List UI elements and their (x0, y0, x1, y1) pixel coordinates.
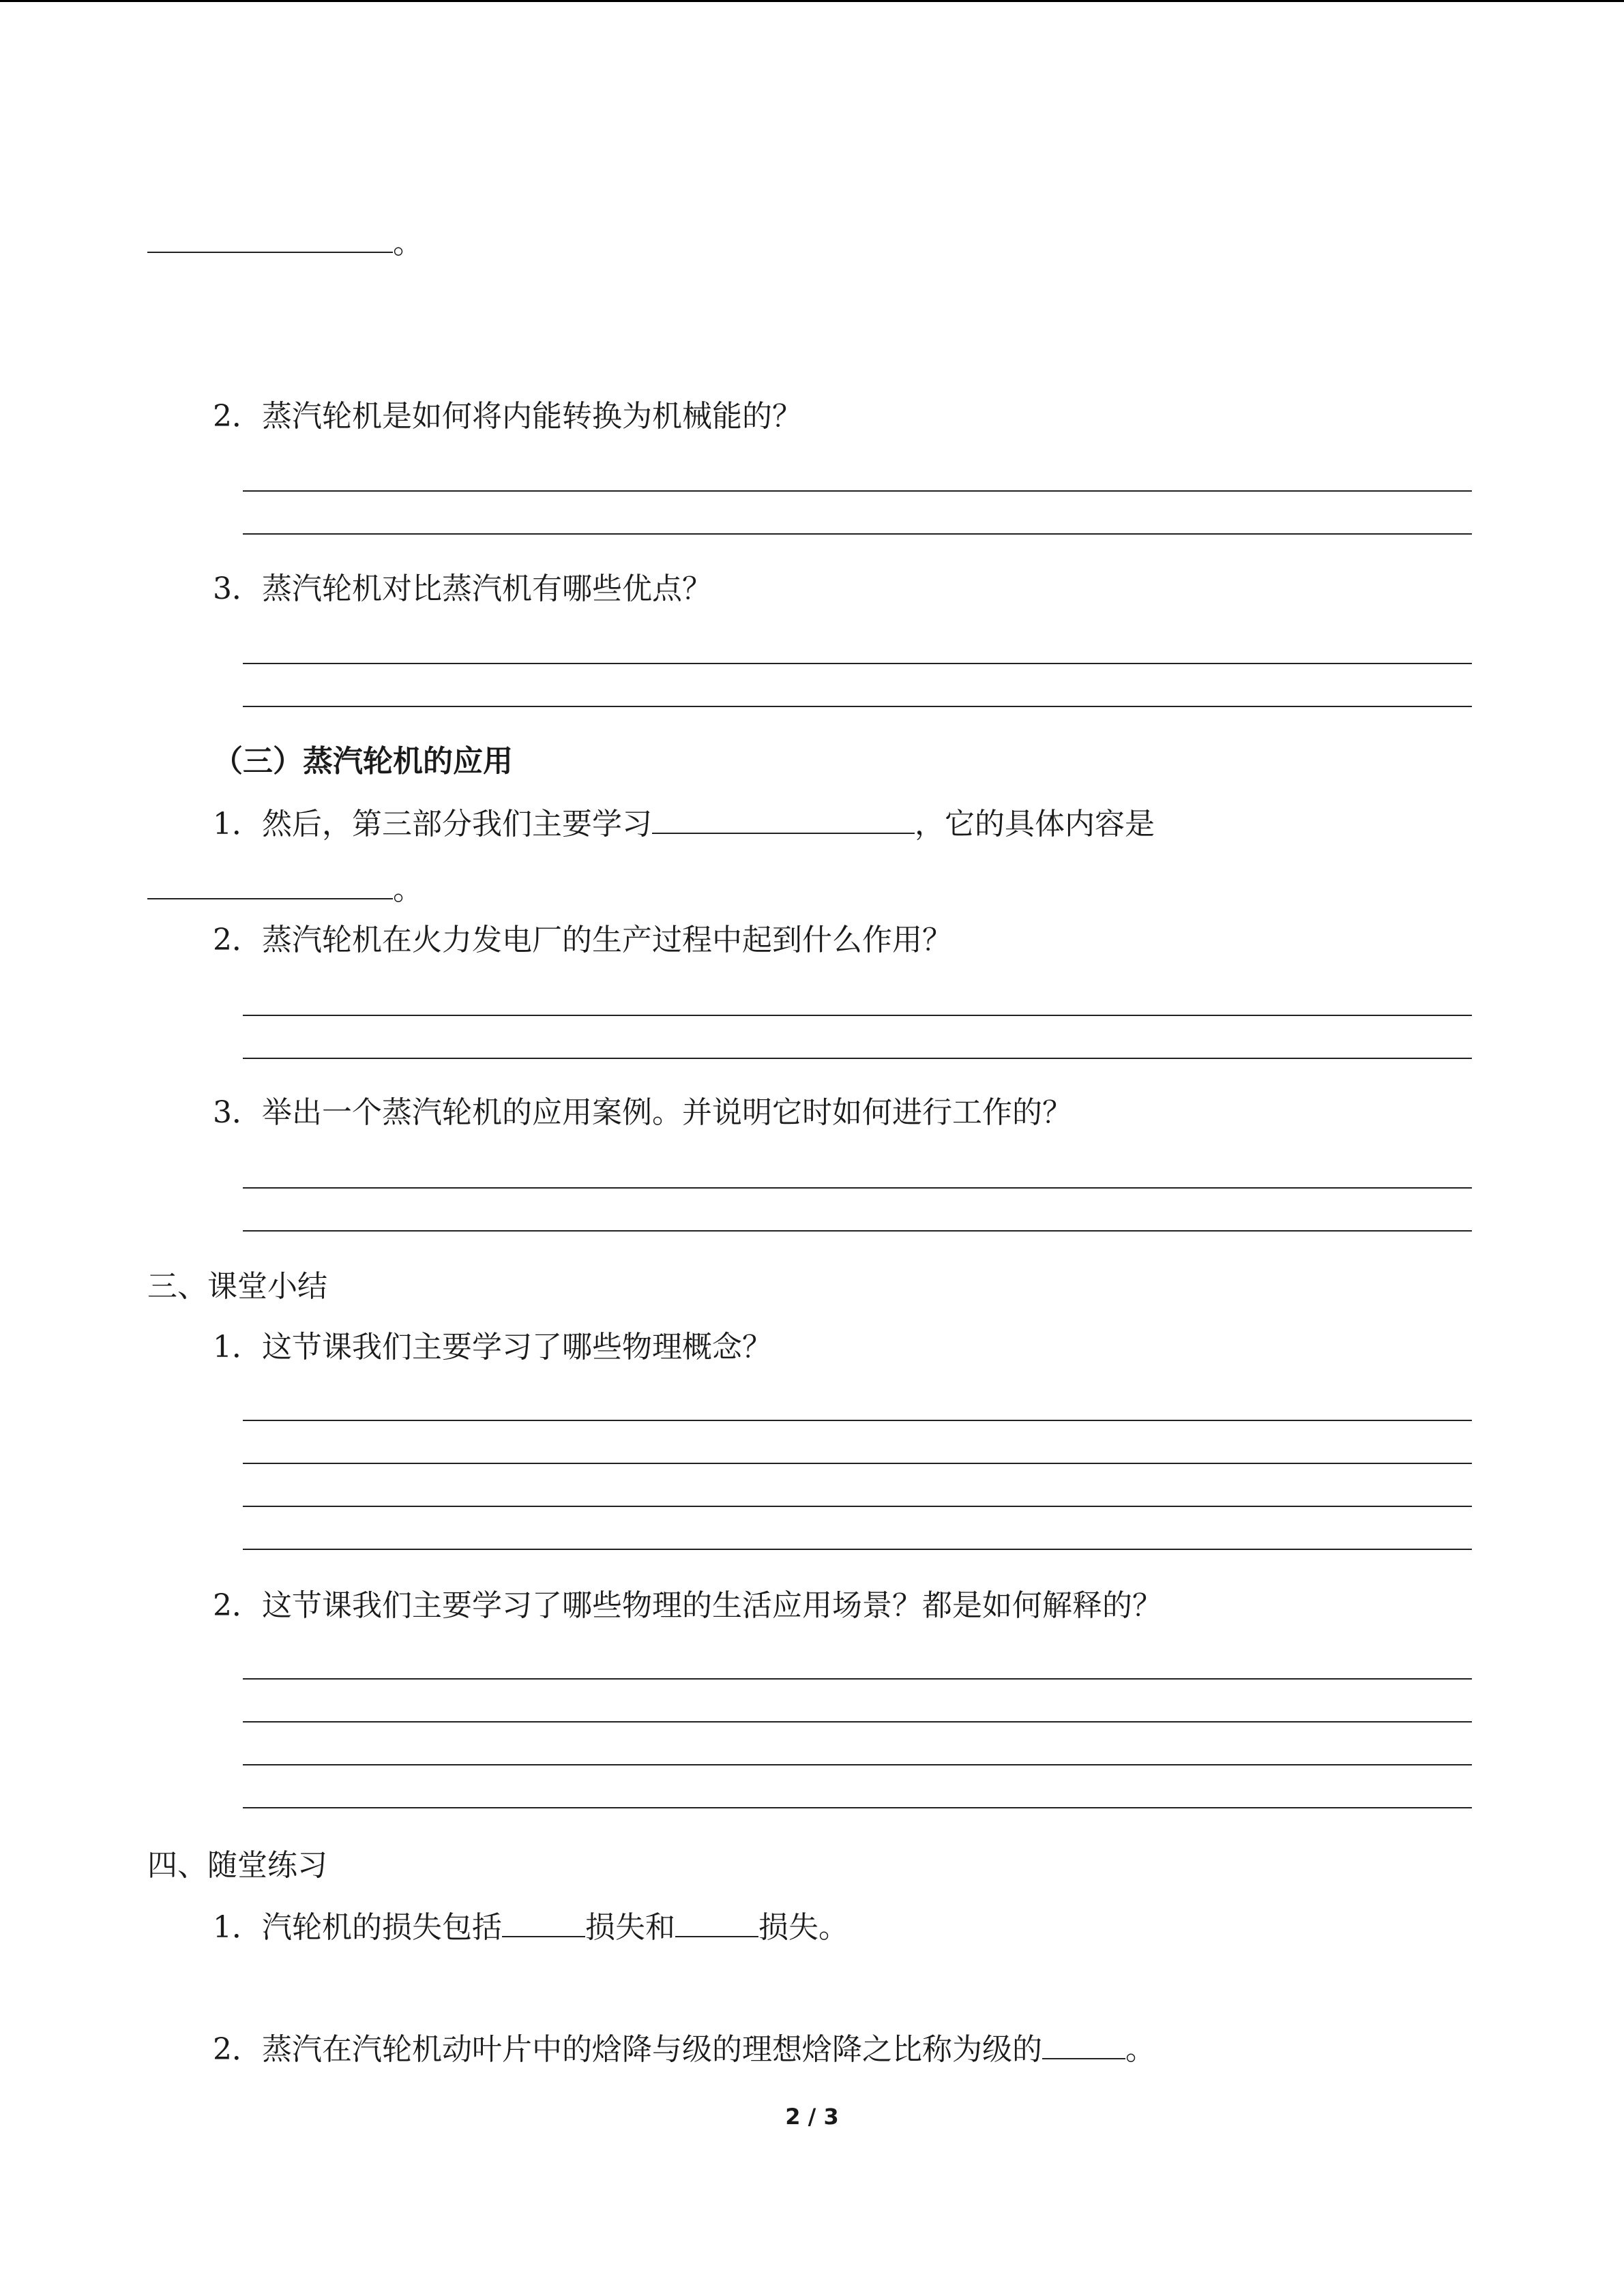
page-number: 2 / 3 (785, 2104, 839, 2130)
answer-line[interactable] (243, 1549, 1472, 1550)
question-3-1-cont (147, 868, 423, 909)
practice-2-end: 。 (1125, 2032, 1155, 2067)
question-3-1-middle: ，它的具体内容是 (915, 807, 1155, 841)
question-3-3: 3．举出一个蒸汽轮机的应用案例。并说明它时如何进行工作的？ (213, 1095, 1072, 1130)
answer-line[interactable] (243, 663, 1472, 664)
section-title-3: （三）蒸汽轮机的应用 (213, 744, 513, 779)
practice-question-2 (213, 2028, 1155, 2069)
fill-blank[interactable] (652, 803, 915, 834)
question-3-1 (213, 803, 1155, 844)
summary-title: 三、课堂小结 (147, 1269, 327, 1304)
answer-line[interactable] (243, 533, 1472, 535)
question-2-2: 2．蒸汽轮机是如何将内能转换为机械能的？ (213, 399, 802, 434)
answer-line[interactable] (243, 1187, 1472, 1189)
question-2-3: 3．蒸汽轮机对比蒸汽机有哪些优点？ (213, 571, 712, 606)
practice-1-prefix: 1．汽轮机的损失包括 (213, 1910, 502, 1945)
answer-line[interactable] (243, 706, 1472, 707)
question-3-2: 2．蒸汽轮机在火力发电厂的生产过程中起到什么作用？ (213, 923, 952, 957)
fill-blank[interactable] (502, 1906, 585, 1937)
practice-question-1 (213, 1906, 848, 1947)
question-3-1-prefix: 1．然后，第三部分我们主要学习 (213, 807, 652, 841)
fill-blank[interactable] (147, 868, 393, 899)
carry-over-end: 。 (393, 226, 423, 260)
answer-line[interactable] (243, 1420, 1472, 1421)
answer-line[interactable] (243, 1764, 1472, 1765)
practice-2-prefix: 2．蒸汽在汽轮机动叶片中的焓降与级的理想焓降之比称为级的 (213, 2032, 1042, 2067)
answer-line[interactable] (243, 1721, 1472, 1723)
fill-blank[interactable] (147, 222, 393, 253)
answer-line[interactable] (243, 490, 1472, 492)
question-3-1-end: 。 (393, 872, 423, 907)
answer-line[interactable] (243, 1015, 1472, 1016)
answer-line[interactable] (243, 1463, 1472, 1464)
answer-line[interactable] (243, 1678, 1472, 1680)
practice-1-end: 损失。 (758, 1910, 848, 1945)
summary-question-1: 1．这节课我们主要学习了哪些物理概念？ (213, 1330, 772, 1365)
carry-over-line (147, 222, 423, 263)
fill-blank[interactable] (675, 1906, 758, 1937)
summary-question-2: 2．这节课我们主要学习了哪些物理的生活应用场景？都是如何解释的？ (213, 1588, 1162, 1623)
fill-blank[interactable] (1042, 2028, 1125, 2059)
answer-line[interactable] (243, 1807, 1472, 1808)
practice-title: 四、随堂练习 (147, 1848, 327, 1883)
answer-line[interactable] (243, 1058, 1472, 1059)
answer-line[interactable] (243, 1506, 1472, 1507)
practice-1-middle: 损失和 (585, 1910, 675, 1945)
answer-line[interactable] (243, 1230, 1472, 1232)
